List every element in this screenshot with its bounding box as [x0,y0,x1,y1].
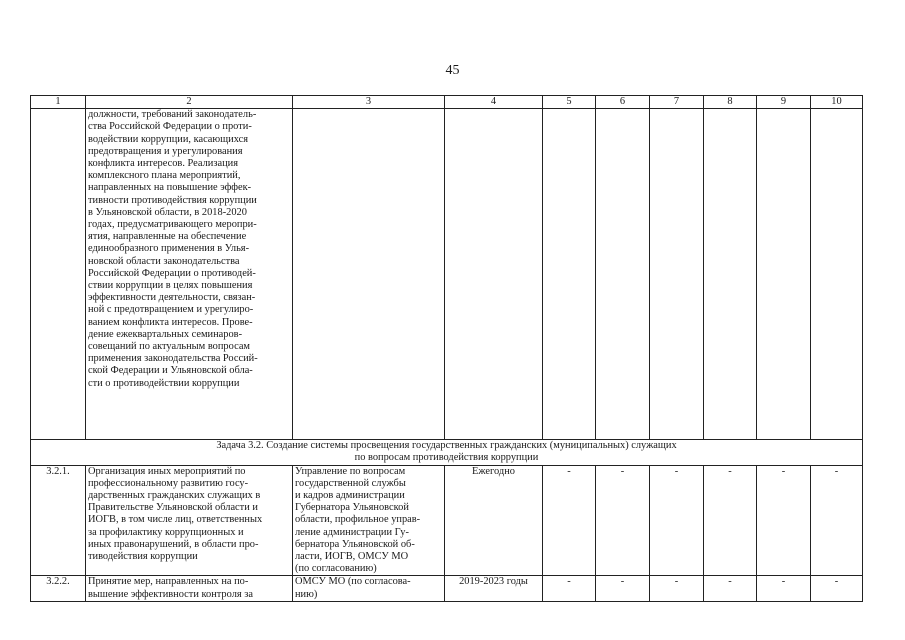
text-line: ятия, направленные на обеспечение [88,231,247,243]
text-line: дарственных гражданских служащих в [88,490,261,502]
text-line: области, профильное управ- [295,514,421,526]
text-line: ОМСУ МО (по согласова- [295,576,411,588]
term-cell: 2019-2023 годы [445,576,543,601]
value-cell: - [596,465,650,576]
executor-cell [293,576,445,601]
text-line: ства Российской Федерации о проти- [88,121,252,133]
text-line: предотвращения и урегулирования [88,145,243,157]
header-row [31,96,863,109]
text-line: водействии коррупции, касающихся [88,133,249,145]
text-line: профессиональному развитию госу- [88,477,249,489]
text-line: новской области законодательства [88,255,240,267]
value-cell: - [650,465,704,576]
text-line: Принятие мер, направленных на по- [88,576,249,588]
header-cell: 7 [650,96,704,109]
task-row [31,440,863,465]
row-number: 3.2.2. [31,576,86,601]
header-cell: 9 [757,96,811,109]
text-line: Организация иных мероприятий по [88,465,246,477]
header-cell: 6 [596,96,650,109]
term-cell: Ежегодно [445,465,543,576]
number-cell [31,109,86,440]
text-line: ной с предотвращением и урегулиро- [88,304,254,316]
page-number: 45 [445,63,460,78]
text-line: тивности противодействия коррупции [88,194,257,206]
table-row [31,465,863,576]
text-line: тиводействия коррупции [88,551,198,563]
task-line-2: по вопросам противодействия коррупции [354,452,539,464]
text-line: сти о противодействии коррупции [88,377,240,389]
value-cell: - [704,576,757,601]
continuation-row [31,109,863,440]
text-line: государственной службы [295,477,406,489]
task-heading [31,440,863,465]
text-line: Губернатора Ульяновской [295,502,409,514]
plan-table [30,95,863,602]
text-line: совещаний по актуальным вопросам [88,341,251,353]
text-line: за профилактику коррупционных и [88,526,244,538]
header-cell: 5 [543,96,596,109]
header-cell: 2 [86,96,293,109]
executor-text [295,466,442,576]
text-line: конфликта интересов. Реализация [88,158,238,170]
header-cell: 3 [293,96,445,109]
text-line: Российской Федерации о противодей- [88,267,256,279]
value-cell [811,109,863,440]
text-line: направленных на повышение эффек- [88,182,252,194]
value-cell [704,109,757,440]
activity-cell [86,109,293,440]
text-line: ствии коррупции в целях повышения [88,280,253,292]
task-line-1: Задача 3.2. Создание системы просвещения государственных гражданских (муниципальных) служащих [216,440,677,452]
text-line: эффективности деятельности, связан- [88,292,256,304]
value-cell: - [757,465,811,576]
text-line: (по согласованию) [295,563,377,575]
value-cell: - [811,576,863,601]
activity-cell [86,576,293,601]
activity-cell [86,465,293,576]
text-line: единообразного применения в Улья- [88,243,250,255]
activity-text [88,466,290,564]
value-cell [650,109,704,440]
header-cell: 8 [704,96,757,109]
value-cell [543,109,596,440]
value-cell: - [811,465,863,576]
text-line: ласти, ИОГВ, ОМСУ МО [295,551,409,563]
executor-text [295,576,442,600]
text-line: дение ежеквартальных семинаров- [88,328,243,340]
row-number: 3.2.1. [31,465,86,576]
value-cell [596,109,650,440]
header-cell: 1 [31,96,86,109]
value-cell: - [650,576,704,601]
table-row [31,576,863,601]
term-cell [445,109,543,440]
header-cell: 10 [811,96,863,109]
value-cell: - [543,576,596,601]
text-line: иных правонарушений, в области про- [88,538,259,550]
value-cell: - [596,576,650,601]
activity-text [88,576,290,600]
value-cell [757,109,811,440]
value-cell: - [757,576,811,601]
executor-cell [293,465,445,576]
text-line: нию) [295,588,318,600]
activity-text [88,109,290,390]
text-line: вышение эффективности контроля за [88,588,253,600]
value-cell: - [543,465,596,576]
text-line: в Ульяновской области, в 2018-2020 [88,206,247,218]
executor-cell [293,109,445,440]
text-line: ИОГВ, в том числе лиц, ответственных [88,514,263,526]
text-line: ление администрации Гу- [295,526,409,538]
text-line: должности, требований законодатель- [88,109,257,121]
text-line: комплексного плана мероприятий, [88,170,241,182]
text-line: Управление по вопросам [295,465,406,477]
value-cell: - [704,465,757,576]
text-line: бернатора Ульяновской об- [295,538,415,550]
text-line: годах, предусматривающего меропри- [88,219,257,231]
text-line: ванием конфликта интересов. Прове- [88,316,253,328]
text-line: и кадров администрации [295,490,405,502]
text-line: ской Федерации и Ульяновской обла- [88,365,253,377]
text-line: Правительстве Ульяновской области и [88,502,258,514]
header-cell: 4 [445,96,543,109]
text-line: применения законодательства Россий- [88,353,258,365]
